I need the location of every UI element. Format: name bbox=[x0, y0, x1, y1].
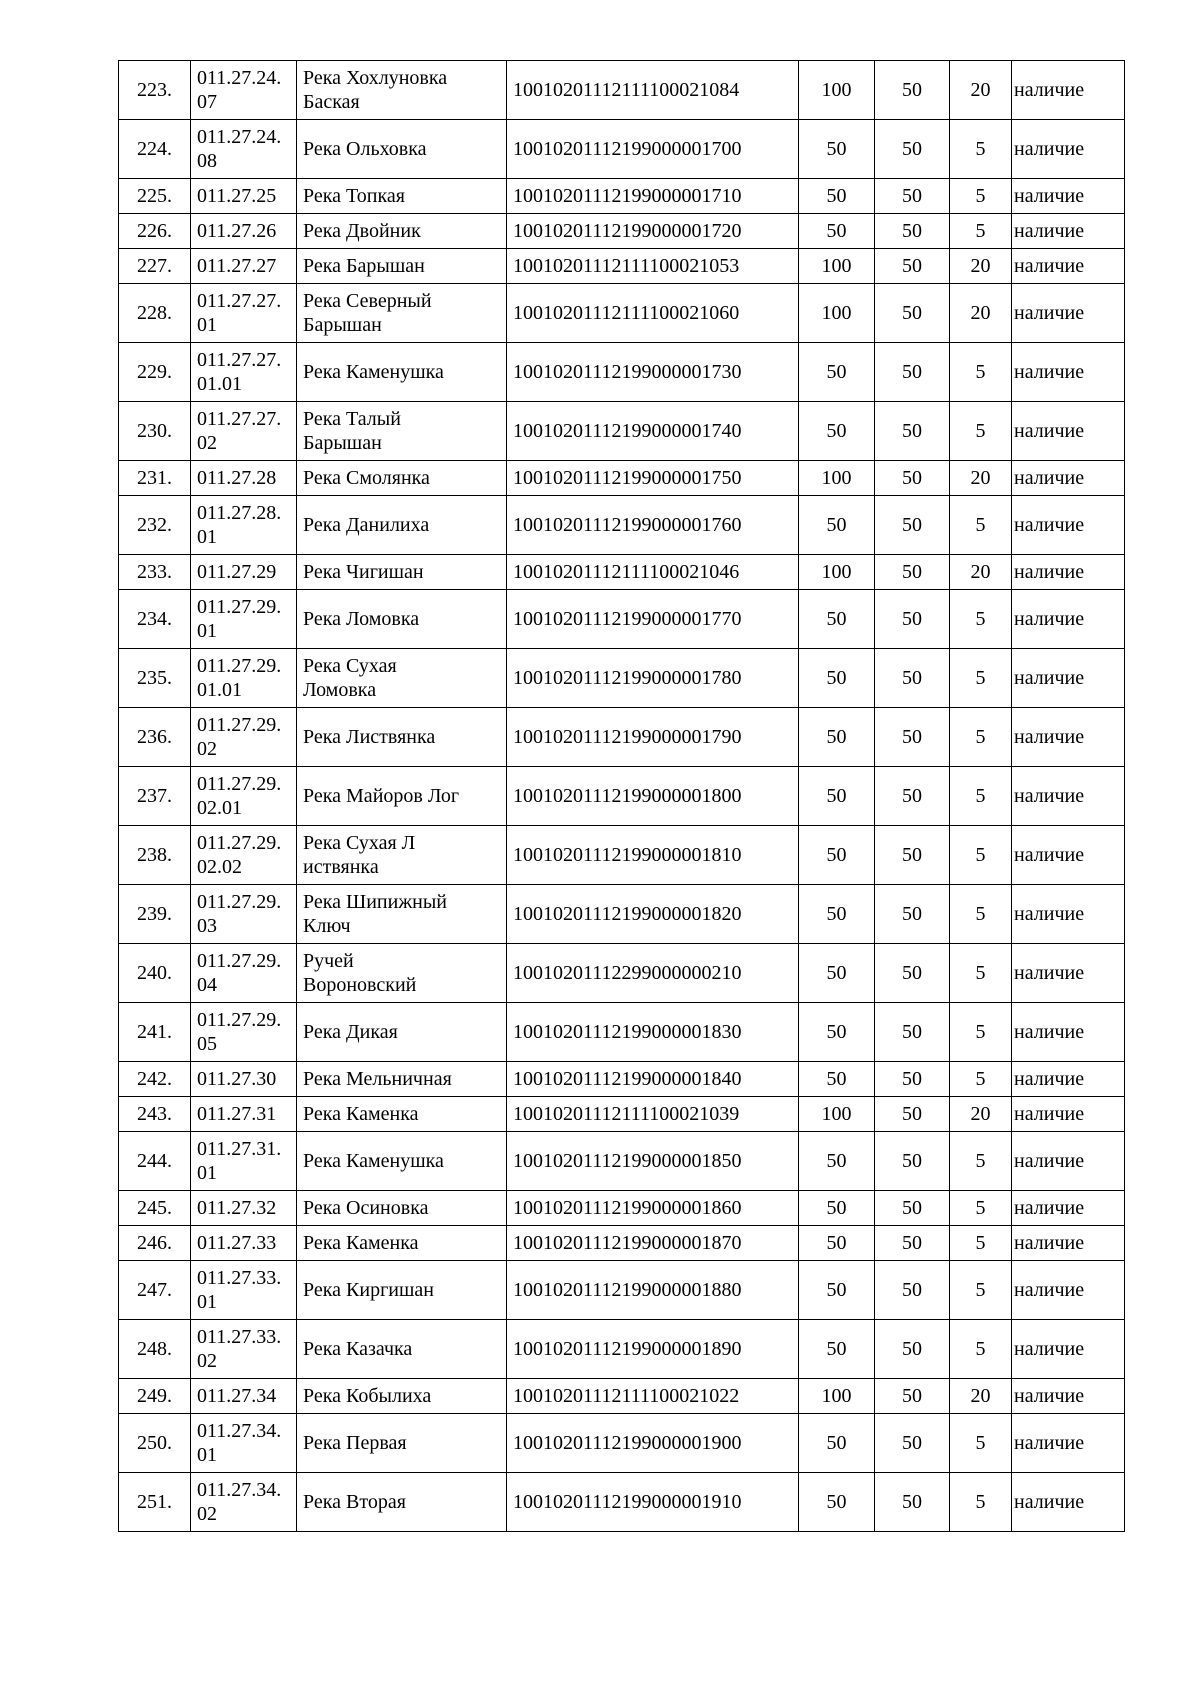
value-2: 50 bbox=[875, 61, 950, 120]
value-2: 50 bbox=[875, 1414, 950, 1473]
object-name: Река Данилиха bbox=[297, 496, 507, 555]
row-number: 237. bbox=[119, 767, 191, 826]
object-index: 011.27.27. 01 bbox=[191, 284, 297, 343]
value-1: 50 bbox=[799, 1320, 875, 1379]
object-index: 011.27.27. 02 bbox=[191, 402, 297, 461]
status-cell: наличие bbox=[1012, 461, 1125, 496]
object-name: Река Казачка bbox=[297, 1320, 507, 1379]
value-2: 50 bbox=[875, 1097, 950, 1132]
object-index: 011.27.33. 01 bbox=[191, 1261, 297, 1320]
row-number: 235. bbox=[119, 649, 191, 708]
table-row bbox=[119, 214, 1125, 249]
status-cell: наличие bbox=[1012, 343, 1125, 402]
row-number: 236. bbox=[119, 708, 191, 767]
value-3: 20 bbox=[950, 1379, 1012, 1414]
value-1: 50 bbox=[799, 1191, 875, 1226]
row-number: 225. bbox=[119, 179, 191, 214]
status-cell: наличие bbox=[1012, 249, 1125, 284]
table-row bbox=[119, 1320, 1125, 1379]
table-row bbox=[119, 944, 1125, 1003]
value-2: 50 bbox=[875, 1473, 950, 1532]
object-name: Река Кобылиха bbox=[297, 1379, 507, 1414]
value-1: 100 bbox=[799, 1379, 875, 1414]
registry-code: 10010201112199000001720 bbox=[507, 214, 799, 249]
value-2: 50 bbox=[875, 120, 950, 179]
table-row bbox=[119, 555, 1125, 590]
table-row bbox=[119, 767, 1125, 826]
value-1: 100 bbox=[799, 461, 875, 496]
registry-code: 10010201112111100021039 bbox=[507, 1097, 799, 1132]
row-number: 246. bbox=[119, 1226, 191, 1261]
value-3: 5 bbox=[950, 1132, 1012, 1191]
object-index: 011.27.29. 01.01 bbox=[191, 649, 297, 708]
value-2: 50 bbox=[875, 1191, 950, 1226]
table-row bbox=[119, 1191, 1125, 1226]
object-index: 011.27.29. 02 bbox=[191, 708, 297, 767]
object-index: 011.27.27. 01.01 bbox=[191, 343, 297, 402]
object-index: 011.27.28 bbox=[191, 461, 297, 496]
object-index: 011.27.34. 01 bbox=[191, 1414, 297, 1473]
registry-code: 10010201112199000001850 bbox=[507, 1132, 799, 1191]
status-cell: наличие bbox=[1012, 214, 1125, 249]
table-row bbox=[119, 120, 1125, 179]
object-index: 011.27.27 bbox=[191, 249, 297, 284]
registry-code: 10010201112199000001910 bbox=[507, 1473, 799, 1532]
value-1: 50 bbox=[799, 1473, 875, 1532]
object-name: Река Хохлуновка Баская bbox=[297, 61, 507, 120]
value-2: 50 bbox=[875, 944, 950, 1003]
registry-code: 10010201112199000001890 bbox=[507, 1320, 799, 1379]
object-name: Река Шипижный Ключ bbox=[297, 885, 507, 944]
registry-code: 10010201112111100021084 bbox=[507, 61, 799, 120]
registry-code: 10010201112199000001830 bbox=[507, 1003, 799, 1062]
table-row bbox=[119, 1379, 1125, 1414]
status-cell: наличие bbox=[1012, 1191, 1125, 1226]
row-number: 243. bbox=[119, 1097, 191, 1132]
value-1: 50 bbox=[799, 1003, 875, 1062]
value-3: 5 bbox=[950, 885, 1012, 944]
table-row bbox=[119, 590, 1125, 649]
registry-code: 10010201112199000001900 bbox=[507, 1414, 799, 1473]
object-index: 011.27.34. 02 bbox=[191, 1473, 297, 1532]
registry-code: 10010201112199000001800 bbox=[507, 767, 799, 826]
row-number: 233. bbox=[119, 555, 191, 590]
status-cell: наличие bbox=[1012, 590, 1125, 649]
registry-code: 10010201112299000000210 bbox=[507, 944, 799, 1003]
registry-code: 10010201112199000001710 bbox=[507, 179, 799, 214]
object-name: Река Киргишан bbox=[297, 1261, 507, 1320]
object-name: Река Вторая bbox=[297, 1473, 507, 1532]
value-2: 50 bbox=[875, 179, 950, 214]
row-number: 234. bbox=[119, 590, 191, 649]
status-cell: наличие bbox=[1012, 1473, 1125, 1532]
value-1: 100 bbox=[799, 61, 875, 120]
object-name: Река Сухая Ломовка bbox=[297, 649, 507, 708]
value-2: 50 bbox=[875, 343, 950, 402]
table-row bbox=[119, 402, 1125, 461]
value-2: 50 bbox=[875, 402, 950, 461]
value-2: 50 bbox=[875, 1003, 950, 1062]
value-2: 50 bbox=[875, 1062, 950, 1097]
object-index: 011.27.29. 01 bbox=[191, 590, 297, 649]
row-number: 248. bbox=[119, 1320, 191, 1379]
object-name: Река Топкая bbox=[297, 179, 507, 214]
object-name: Река Барышан bbox=[297, 249, 507, 284]
row-number: 241. bbox=[119, 1003, 191, 1062]
row-number: 245. bbox=[119, 1191, 191, 1226]
row-number: 232. bbox=[119, 496, 191, 555]
status-cell: наличие bbox=[1012, 1226, 1125, 1261]
registry-code: 10010201112199000001750 bbox=[507, 461, 799, 496]
registry-code: 10010201112199000001860 bbox=[507, 1191, 799, 1226]
value-2: 50 bbox=[875, 767, 950, 826]
registry-code: 10010201112199000001760 bbox=[507, 496, 799, 555]
object-index: 011.27.33. 02 bbox=[191, 1320, 297, 1379]
object-name: Река Мельничная bbox=[297, 1062, 507, 1097]
registry-code: 10010201112199000001810 bbox=[507, 826, 799, 885]
status-cell: наличие bbox=[1012, 708, 1125, 767]
value-2: 50 bbox=[875, 555, 950, 590]
object-index: 011.27.24. 08 bbox=[191, 120, 297, 179]
value-2: 50 bbox=[875, 826, 950, 885]
status-cell: наличие bbox=[1012, 1379, 1125, 1414]
value-1: 50 bbox=[799, 402, 875, 461]
object-name: Река Каменка bbox=[297, 1226, 507, 1261]
object-name: Река Ольховка bbox=[297, 120, 507, 179]
object-index: 011.27.31. 01 bbox=[191, 1132, 297, 1191]
value-3: 5 bbox=[950, 120, 1012, 179]
table-row bbox=[119, 1261, 1125, 1320]
registry-code: 10010201112199000001730 bbox=[507, 343, 799, 402]
table-row bbox=[119, 1226, 1125, 1261]
row-number: 250. bbox=[119, 1414, 191, 1473]
table-row bbox=[119, 61, 1125, 120]
registry-code: 10010201112199000001820 bbox=[507, 885, 799, 944]
value-3: 5 bbox=[950, 1261, 1012, 1320]
status-cell: наличие bbox=[1012, 826, 1125, 885]
object-name: Река Дикая bbox=[297, 1003, 507, 1062]
table-row bbox=[119, 496, 1125, 555]
row-number: 242. bbox=[119, 1062, 191, 1097]
object-index: 011.27.25 bbox=[191, 179, 297, 214]
registry-code: 10010201112199000001780 bbox=[507, 649, 799, 708]
row-number: 238. bbox=[119, 826, 191, 885]
value-1: 50 bbox=[799, 826, 875, 885]
object-name: Река Чигишан bbox=[297, 555, 507, 590]
value-3: 5 bbox=[950, 826, 1012, 885]
object-name: Река Каменушка bbox=[297, 343, 507, 402]
water-objects-table bbox=[118, 60, 1125, 1532]
value-1: 50 bbox=[799, 885, 875, 944]
value-3: 5 bbox=[950, 1414, 1012, 1473]
object-index: 011.27.31 bbox=[191, 1097, 297, 1132]
value-2: 50 bbox=[875, 1379, 950, 1414]
object-index: 011.27.32 bbox=[191, 1191, 297, 1226]
object-index: 011.27.29. 02.01 bbox=[191, 767, 297, 826]
value-3: 5 bbox=[950, 343, 1012, 402]
object-index: 011.27.24. 07 bbox=[191, 61, 297, 120]
row-number: 251. bbox=[119, 1473, 191, 1532]
registry-code: 10010201112111100021060 bbox=[507, 284, 799, 343]
registry-code: 10010201112199000001790 bbox=[507, 708, 799, 767]
status-cell: наличие bbox=[1012, 402, 1125, 461]
status-cell: наличие bbox=[1012, 284, 1125, 343]
table-row bbox=[119, 885, 1125, 944]
table-row bbox=[119, 1414, 1125, 1473]
registry-code: 10010201112199000001700 bbox=[507, 120, 799, 179]
table-row bbox=[119, 1062, 1125, 1097]
value-3: 5 bbox=[950, 402, 1012, 461]
value-3: 20 bbox=[950, 249, 1012, 284]
status-cell: наличие bbox=[1012, 885, 1125, 944]
object-name: Река Листвянка bbox=[297, 708, 507, 767]
row-number: 240. bbox=[119, 944, 191, 1003]
value-1: 100 bbox=[799, 555, 875, 590]
registry-code: 10010201112111100021053 bbox=[507, 249, 799, 284]
row-number: 249. bbox=[119, 1379, 191, 1414]
status-cell: наличие bbox=[1012, 179, 1125, 214]
value-3: 5 bbox=[950, 1226, 1012, 1261]
object-name: Ручей Вороновский bbox=[297, 944, 507, 1003]
object-name: Река Смолянка bbox=[297, 461, 507, 496]
table-row bbox=[119, 179, 1125, 214]
object-index: 011.27.28. 01 bbox=[191, 496, 297, 555]
status-cell: наличие bbox=[1012, 61, 1125, 120]
value-3: 5 bbox=[950, 1003, 1012, 1062]
row-number: 231. bbox=[119, 461, 191, 496]
registry-code: 10010201112111100021022 bbox=[507, 1379, 799, 1414]
status-cell: наличие bbox=[1012, 1414, 1125, 1473]
status-cell: наличие bbox=[1012, 496, 1125, 555]
row-number: 239. bbox=[119, 885, 191, 944]
object-index: 011.27.29. 03 bbox=[191, 885, 297, 944]
row-number: 227. bbox=[119, 249, 191, 284]
row-number: 229. bbox=[119, 343, 191, 402]
status-cell: наличие bbox=[1012, 1132, 1125, 1191]
value-2: 50 bbox=[875, 1320, 950, 1379]
value-1: 50 bbox=[799, 214, 875, 249]
object-name: Река Каменушка bbox=[297, 1132, 507, 1191]
object-name: Река Северный Барышан bbox=[297, 284, 507, 343]
object-index: 011.27.29. 05 bbox=[191, 1003, 297, 1062]
value-1: 100 bbox=[799, 249, 875, 284]
object-index: 011.27.26 bbox=[191, 214, 297, 249]
value-1: 100 bbox=[799, 284, 875, 343]
value-2: 50 bbox=[875, 708, 950, 767]
value-3: 5 bbox=[950, 1062, 1012, 1097]
table-row bbox=[119, 649, 1125, 708]
object-name: Река Двойник bbox=[297, 214, 507, 249]
table-row bbox=[119, 1097, 1125, 1132]
table-row bbox=[119, 343, 1125, 402]
table-row bbox=[119, 708, 1125, 767]
value-3: 5 bbox=[950, 944, 1012, 1003]
status-cell: наличие bbox=[1012, 1320, 1125, 1379]
value-1: 50 bbox=[799, 1414, 875, 1473]
table-row bbox=[119, 1132, 1125, 1191]
status-cell: наличие bbox=[1012, 649, 1125, 708]
value-3: 5 bbox=[950, 1320, 1012, 1379]
value-1: 50 bbox=[799, 708, 875, 767]
value-3: 20 bbox=[950, 1097, 1012, 1132]
object-name: Река Талый Барышан bbox=[297, 402, 507, 461]
row-number: 224. bbox=[119, 120, 191, 179]
value-2: 50 bbox=[875, 214, 950, 249]
status-cell: наличие bbox=[1012, 555, 1125, 590]
value-2: 50 bbox=[875, 649, 950, 708]
value-3: 5 bbox=[950, 590, 1012, 649]
value-3: 20 bbox=[950, 555, 1012, 590]
value-1: 50 bbox=[799, 590, 875, 649]
registry-code: 10010201112199000001870 bbox=[507, 1226, 799, 1261]
value-2: 50 bbox=[875, 590, 950, 649]
value-1: 50 bbox=[799, 496, 875, 555]
value-1: 50 bbox=[799, 767, 875, 826]
value-1: 50 bbox=[799, 1261, 875, 1320]
value-3: 20 bbox=[950, 284, 1012, 343]
object-name: Река Сухая Л иствянка bbox=[297, 826, 507, 885]
table-row bbox=[119, 826, 1125, 885]
status-cell: наличие bbox=[1012, 1003, 1125, 1062]
value-1: 50 bbox=[799, 1132, 875, 1191]
value-3: 5 bbox=[950, 1473, 1012, 1532]
value-3: 5 bbox=[950, 179, 1012, 214]
status-cell: наличие bbox=[1012, 1062, 1125, 1097]
value-1: 50 bbox=[799, 1226, 875, 1261]
row-number: 244. bbox=[119, 1132, 191, 1191]
row-number: 228. bbox=[119, 284, 191, 343]
value-3: 20 bbox=[950, 61, 1012, 120]
row-number: 247. bbox=[119, 1261, 191, 1320]
value-2: 50 bbox=[875, 284, 950, 343]
object-name: Река Каменка bbox=[297, 1097, 507, 1132]
value-2: 50 bbox=[875, 1132, 950, 1191]
value-3: 5 bbox=[950, 649, 1012, 708]
value-1: 50 bbox=[799, 120, 875, 179]
value-1: 50 bbox=[799, 649, 875, 708]
value-1: 100 bbox=[799, 1097, 875, 1132]
table-row bbox=[119, 249, 1125, 284]
value-1: 50 bbox=[799, 1062, 875, 1097]
object-index: 011.27.33 bbox=[191, 1226, 297, 1261]
registry-code: 10010201112199000001770 bbox=[507, 590, 799, 649]
value-2: 50 bbox=[875, 496, 950, 555]
value-2: 50 bbox=[875, 885, 950, 944]
object-name: Река Майоров Лог bbox=[297, 767, 507, 826]
value-1: 50 bbox=[799, 944, 875, 1003]
value-1: 50 bbox=[799, 343, 875, 402]
registry-code: 10010201112199000001880 bbox=[507, 1261, 799, 1320]
registry-code: 10010201112199000001840 bbox=[507, 1062, 799, 1097]
table-row bbox=[119, 461, 1125, 496]
status-cell: наличие bbox=[1012, 1097, 1125, 1132]
value-2: 50 bbox=[875, 1261, 950, 1320]
registry-code: 10010201112199000001740 bbox=[507, 402, 799, 461]
value-1: 50 bbox=[799, 179, 875, 214]
value-3: 5 bbox=[950, 214, 1012, 249]
registry-code: 10010201112111100021046 bbox=[507, 555, 799, 590]
object-name: Река Осиновка bbox=[297, 1191, 507, 1226]
value-2: 50 bbox=[875, 1226, 950, 1261]
object-index: 011.27.29. 02.02 bbox=[191, 826, 297, 885]
table-row bbox=[119, 284, 1125, 343]
row-number: 230. bbox=[119, 402, 191, 461]
table-body bbox=[119, 61, 1125, 1532]
object-name: Река Ломовка bbox=[297, 590, 507, 649]
value-3: 5 bbox=[950, 496, 1012, 555]
object-index: 011.27.34 bbox=[191, 1379, 297, 1414]
row-number: 223. bbox=[119, 61, 191, 120]
value-3: 5 bbox=[950, 767, 1012, 826]
object-index: 011.27.29. 04 bbox=[191, 944, 297, 1003]
object-name: Река Первая bbox=[297, 1414, 507, 1473]
value-3: 5 bbox=[950, 1191, 1012, 1226]
value-2: 50 bbox=[875, 461, 950, 496]
status-cell: наличие bbox=[1012, 767, 1125, 826]
value-3: 20 bbox=[950, 461, 1012, 496]
object-index: 011.27.29 bbox=[191, 555, 297, 590]
status-cell: наличие bbox=[1012, 1261, 1125, 1320]
row-number: 226. bbox=[119, 214, 191, 249]
status-cell: наличие bbox=[1012, 120, 1125, 179]
object-index: 011.27.30 bbox=[191, 1062, 297, 1097]
table-row bbox=[119, 1473, 1125, 1532]
value-2: 50 bbox=[875, 249, 950, 284]
status-cell: наличие bbox=[1012, 944, 1125, 1003]
table-row bbox=[119, 1003, 1125, 1062]
value-3: 5 bbox=[950, 708, 1012, 767]
